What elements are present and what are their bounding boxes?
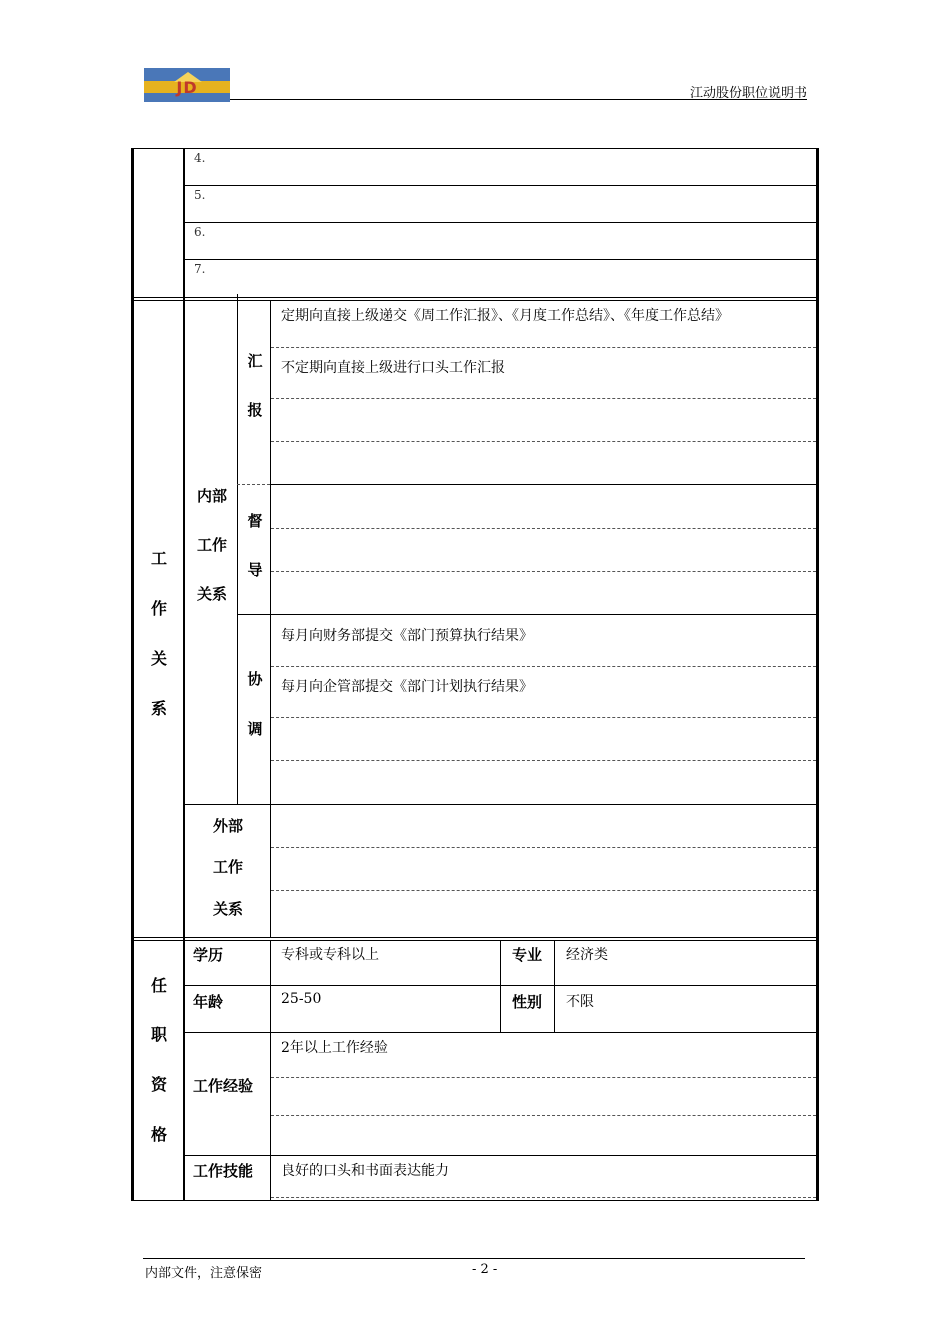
duty-item-6: 6. xyxy=(194,225,206,239)
skills-label: 工作技能 xyxy=(193,1162,254,1180)
duty-item-4: 4. xyxy=(194,151,206,165)
supervise-label-1: 督 xyxy=(247,512,263,530)
job-description-table xyxy=(131,148,819,1201)
header-divider xyxy=(230,99,807,100)
external-relations-label-1: 外部 xyxy=(212,817,243,835)
internal-relations-label-2: 工作 xyxy=(196,536,227,554)
work-relations-label-2: 作 xyxy=(150,599,167,618)
report-line-2: 不定期向直接上级进行口头工作汇报 xyxy=(281,360,505,376)
external-relations-label-2: 工作 xyxy=(212,858,243,876)
qualifications-label-1: 任 xyxy=(150,976,167,995)
coordinate-line-1: 每月向财务部提交《部门预算执行结果》 xyxy=(281,628,533,644)
major-value: 经济类 xyxy=(566,947,608,963)
gender-value: 不限 xyxy=(566,994,594,1010)
report-label-1: 汇 xyxy=(247,352,263,370)
header-title: 江动股份职位说明书 xyxy=(689,86,807,101)
footer-divider xyxy=(143,1258,805,1259)
supervise-label-2: 导 xyxy=(247,561,263,579)
qualifications-label-3: 资 xyxy=(150,1075,167,1094)
experience-line-1: 2年以上工作经验 xyxy=(281,1040,388,1056)
work-relations-label-3: 关 xyxy=(150,649,167,668)
footer-confidential: 内部文件，注意保密 xyxy=(145,1266,263,1281)
coordinate-label-2: 调 xyxy=(247,720,263,738)
logo-text: JD xyxy=(176,78,198,97)
experience-label: 工作经验 xyxy=(193,1077,254,1095)
work-relations-label-1: 工 xyxy=(150,549,167,568)
qualifications-label-4: 格 xyxy=(150,1125,167,1144)
internal-relations-label-3: 关系 xyxy=(196,585,227,603)
report-line-1: 定期向直接上级递交《周工作汇报》、《月度工作总结》、《年度工作总结》 xyxy=(281,308,729,324)
duty-item-5: 5. xyxy=(194,188,206,202)
report-label-2: 报 xyxy=(247,401,263,419)
age-label: 年龄 xyxy=(193,993,224,1011)
coordinate-label-1: 协 xyxy=(247,670,263,688)
skills-value: 良好的口头和书面表达能力 xyxy=(281,1163,449,1179)
education-label: 学历 xyxy=(193,946,224,964)
gender-label: 性别 xyxy=(512,993,543,1011)
duty-item-7: 7. xyxy=(194,262,206,276)
qualifications-label-2: 职 xyxy=(150,1025,167,1044)
company-logo xyxy=(144,68,230,102)
work-relations-label-4: 系 xyxy=(150,699,167,718)
external-relations-label-3: 关系 xyxy=(212,900,243,918)
page-number: - 2 - xyxy=(472,1262,498,1277)
age-value: 25-50 xyxy=(281,991,322,1007)
internal-relations-label-1: 内部 xyxy=(196,487,227,505)
coordinate-line-2: 每月向企管部提交《部门计划执行结果》 xyxy=(281,679,533,695)
education-value: 专科或专科以上 xyxy=(281,947,379,963)
major-label: 专业 xyxy=(512,946,543,964)
